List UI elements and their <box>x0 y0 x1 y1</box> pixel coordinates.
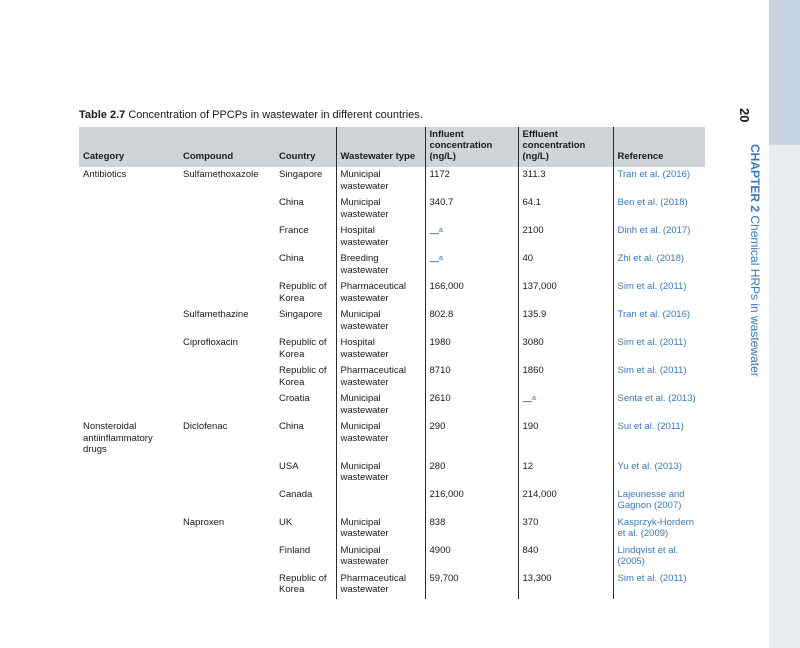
cell-wastewater-type-text: Pharmaceutical wastewater <box>340 281 406 304</box>
cell-wastewater-type <box>336 571 425 599</box>
cell-compound <box>179 307 275 335</box>
cell-country-text: Republic of Korea <box>279 281 327 304</box>
cell-wastewater-type-text: Breeding wastewater <box>340 253 389 276</box>
cell-country <box>275 167 336 195</box>
cell-influent-text: — <box>429 228 439 240</box>
cell-wastewater-type <box>336 307 425 335</box>
cell-country <box>275 571 336 599</box>
cell-reference-text: Tran et al. (2016) <box>617 169 691 180</box>
cell-influent-text: 340.7 <box>429 197 454 208</box>
table-caption <box>79 109 423 121</box>
cell-effluent <box>518 251 613 279</box>
cell-reference <box>613 487 705 515</box>
cell-reference-text: Sim et al. (2011) <box>617 572 687 584</box>
table-caption-text: Concentration of PPCPs in wastewater in different countries. <box>128 109 423 121</box>
cell-country-text: Finland <box>279 544 311 556</box>
cell-effluent-text: 12 <box>522 460 534 472</box>
cell-wastewater-type-text: Hospital wastewater <box>340 337 389 360</box>
cell-compound <box>179 223 275 251</box>
cell-category <box>79 571 179 599</box>
cell-compound <box>179 391 275 419</box>
cell-country <box>275 515 336 543</box>
cell-influent-text: 838 <box>429 516 446 528</box>
cell-country-text: UK <box>279 516 293 528</box>
cell-wastewater-type <box>336 251 425 279</box>
cell-influent <box>425 571 518 599</box>
cell-effluent-text: 2100 <box>522 225 544 236</box>
cell-influent <box>425 307 518 335</box>
cell-reference <box>613 543 705 571</box>
cell-country <box>275 279 336 307</box>
chapter-title: Chemical HRPs in wastewater <box>748 215 762 377</box>
cell-compound-text: Sulfamethazine <box>183 309 249 320</box>
cell-wastewater-type <box>336 487 425 515</box>
cell-category <box>79 487 179 515</box>
cell-influent <box>425 223 518 251</box>
cell-compound-text: Naproxen <box>183 516 225 528</box>
table-row <box>79 487 705 515</box>
cell-reference <box>613 167 705 195</box>
cell-compound-text: Sulfamethoxazole <box>183 169 259 180</box>
cell-wastewater-type-text: Pharmaceutical wastewater <box>340 572 406 595</box>
header-reference: Reference <box>613 127 705 167</box>
cell-effluent <box>518 307 613 335</box>
cell-compound <box>179 167 275 195</box>
cell-influent <box>425 279 518 307</box>
cell-wastewater-type-text: Municipal wastewater <box>340 544 389 567</box>
cell-compound <box>179 571 275 599</box>
cell-country-text: France <box>279 225 309 236</box>
cell-wastewater-type-text: Municipal wastewater <box>340 421 389 444</box>
cell-effluent-text: 135.9 <box>522 309 547 320</box>
cell-wastewater-type <box>336 335 425 363</box>
cell-wastewater-type <box>336 363 425 391</box>
cell-influent <box>425 543 518 571</box>
cell-influent-text: 8710 <box>429 365 451 376</box>
cell-reference-text: Sim et al. (2011) <box>617 365 687 376</box>
cell-wastewater-type <box>336 543 425 571</box>
cell-compound <box>179 195 275 223</box>
cell-country-text: Canada <box>279 488 313 500</box>
cell-category <box>79 543 179 571</box>
cell-wastewater-type <box>336 419 425 459</box>
cell-country-text: Singapore <box>279 309 323 320</box>
cell-category <box>79 335 179 363</box>
page-number: 20 <box>737 108 752 123</box>
header-wastewater-type: Wastewater type <box>336 127 425 167</box>
cell-category <box>79 223 179 251</box>
table-row <box>79 335 705 363</box>
cell-wastewater-type <box>336 223 425 251</box>
cell-reference-text: Lindqvist et al. (2005) <box>617 544 679 567</box>
footnote-mark: a <box>439 227 443 234</box>
cell-effluent-text: — <box>522 396 532 408</box>
cell-influent-text: 4900 <box>429 544 451 556</box>
cell-category <box>79 391 179 419</box>
cell-effluent <box>518 571 613 599</box>
cell-compound <box>179 363 275 391</box>
header-country: Country <box>275 127 336 167</box>
table-row <box>79 223 705 251</box>
cell-influent <box>425 419 518 459</box>
cell-country-text: China <box>279 421 304 432</box>
cell-reference <box>613 515 705 543</box>
cell-wastewater-type <box>336 195 425 223</box>
cell-country-text: Republic of Korea <box>279 337 327 360</box>
cell-effluent-text: 13,300 <box>522 572 552 584</box>
cell-reference-text: Senta et al. (2013) <box>617 393 696 404</box>
cell-reference-text: Sim et al. (2011) <box>617 281 687 292</box>
cell-influent-text: 280 <box>429 460 446 472</box>
cell-wastewater-type-text: Hospital wastewater <box>340 225 389 248</box>
cell-category <box>79 307 179 335</box>
table-header-row <box>79 127 705 167</box>
cell-country-text: Republic of Korea <box>279 365 327 388</box>
cell-country <box>275 459 336 487</box>
cell-reference <box>613 363 705 391</box>
cell-reference <box>613 195 705 223</box>
table-row <box>79 419 705 459</box>
cell-country <box>275 363 336 391</box>
cell-reference-text: Zhi et al. (2018) <box>617 253 685 264</box>
table-row <box>79 515 705 543</box>
cell-wastewater-type-text: Municipal wastewater <box>340 516 389 539</box>
cell-country <box>275 307 336 335</box>
cell-wastewater-type-text: Municipal wastewater <box>340 309 389 332</box>
cell-influent <box>425 167 518 195</box>
table-row <box>79 251 705 279</box>
cell-compound <box>179 279 275 307</box>
cell-effluent-text: 3080 <box>522 337 544 348</box>
cell-reference <box>613 251 705 279</box>
page-edge-tab <box>769 0 800 145</box>
cell-country <box>275 195 336 223</box>
cell-compound <box>179 515 275 543</box>
cell-influent <box>425 335 518 363</box>
table-row <box>79 363 705 391</box>
cell-effluent-text: 214,000 <box>522 488 557 500</box>
cell-category <box>79 251 179 279</box>
cell-compound <box>179 487 275 515</box>
cell-reference <box>613 307 705 335</box>
cell-reference <box>613 335 705 363</box>
cell-reference-text: Yu et al. (2013) <box>617 460 682 472</box>
cell-compound <box>179 459 275 487</box>
cell-effluent-text: 190 <box>522 421 539 432</box>
cell-effluent <box>518 459 613 487</box>
cell-effluent-text: 40 <box>522 253 534 264</box>
cell-compound <box>179 419 275 459</box>
table-row <box>79 571 705 599</box>
table-row <box>79 279 705 307</box>
cell-effluent-text: 370 <box>522 516 539 528</box>
cell-reference <box>613 279 705 307</box>
table-row <box>79 543 705 571</box>
cell-country <box>275 543 336 571</box>
cell-reference-text: Ben et al. (2018) <box>617 197 688 208</box>
cell-influent-text: 1172 <box>429 169 450 180</box>
table-body <box>79 167 705 599</box>
cell-influent-text: 166,000 <box>429 281 464 292</box>
cell-effluent <box>518 543 613 571</box>
table-row <box>79 391 705 419</box>
cell-reference-text: Lajeunesse and Gagnon (2007) <box>617 488 685 511</box>
cell-category <box>79 195 179 223</box>
cell-effluent <box>518 391 613 419</box>
cell-reference <box>613 571 705 599</box>
cell-reference <box>613 419 705 459</box>
cell-reference-text: Tran et al. (2016) <box>617 309 691 320</box>
footnote-mark: a <box>532 395 536 402</box>
table-row <box>79 459 705 487</box>
cell-influent <box>425 195 518 223</box>
cell-wastewater-type-text: Municipal wastewater <box>340 169 389 192</box>
cell-effluent-text: 64.1 <box>522 197 541 208</box>
cell-reference-text: Kasprzyk-Hordern et al. (2009) <box>617 516 695 539</box>
cell-effluent-text: 137,000 <box>522 281 557 292</box>
header-effluent: Effluent concentration (ng/L) <box>518 127 613 167</box>
cell-influent <box>425 459 518 487</box>
cell-wastewater-type-text: Municipal wastewater <box>340 460 389 483</box>
cell-wastewater-type <box>336 515 425 543</box>
cell-influent-text: 802.8 <box>429 309 454 320</box>
cell-effluent-text: 311.3 <box>522 169 546 180</box>
table-caption-label: Table 2.7 <box>79 109 126 121</box>
table-row <box>79 167 705 195</box>
cell-category <box>79 459 179 487</box>
cell-category <box>79 515 179 543</box>
cell-category <box>79 363 179 391</box>
cell-compound <box>179 543 275 571</box>
cell-reference <box>613 391 705 419</box>
cell-influent <box>425 251 518 279</box>
cell-effluent <box>518 515 613 543</box>
cell-category-text: Antibiotics <box>83 169 127 180</box>
cell-influent-text: — <box>429 256 439 268</box>
cell-reference-text: Sui et al. (2011) <box>617 421 684 432</box>
cell-category <box>79 167 179 195</box>
cell-country-text: USA <box>279 460 299 472</box>
cell-effluent <box>518 419 613 459</box>
cell-effluent-text: 1860 <box>522 365 544 376</box>
cell-effluent-text: 840 <box>522 544 539 556</box>
cell-compound <box>179 335 275 363</box>
cell-country <box>275 487 336 515</box>
cell-reference <box>613 223 705 251</box>
cell-reference-text: Dinh et al. (2017) <box>617 225 691 236</box>
cell-wastewater-type <box>336 459 425 487</box>
cell-compound <box>179 251 275 279</box>
cell-country-text: Singapore <box>279 169 323 180</box>
cell-influent-text: 1980 <box>429 337 451 348</box>
cell-effluent <box>518 223 613 251</box>
cell-effluent <box>518 195 613 223</box>
cell-country-text: China <box>279 253 304 264</box>
header-compound: Compound <box>179 127 275 167</box>
chapter-heading <box>748 144 762 377</box>
cell-category <box>79 279 179 307</box>
cell-effluent <box>518 487 613 515</box>
cell-country <box>275 223 336 251</box>
cell-effluent <box>518 363 613 391</box>
cell-country <box>275 335 336 363</box>
cell-influent <box>425 363 518 391</box>
cell-wastewater-type-text: Pharmaceutical wastewater <box>340 365 406 388</box>
cell-country <box>275 419 336 459</box>
cell-compound-text: Diclofenac <box>183 421 228 432</box>
cell-influent <box>425 487 518 515</box>
footnote-mark: a <box>439 255 443 262</box>
cell-country-text: China <box>279 197 304 208</box>
cell-compound-text: Ciprofloxacin <box>183 337 238 348</box>
header-category: Category <box>79 127 179 167</box>
cell-wastewater-type <box>336 279 425 307</box>
cell-wastewater-type-text: Municipal wastewater <box>340 393 389 416</box>
cell-effluent <box>518 279 613 307</box>
cell-influent-text: 216,000 <box>429 488 464 500</box>
cell-reference <box>613 459 705 487</box>
cell-category-text: Nonsteroidal antiinflammatory drugs <box>83 421 153 455</box>
cell-effluent <box>518 335 613 363</box>
cell-wastewater-type-text: Municipal wastewater <box>340 197 389 220</box>
cell-effluent <box>518 167 613 195</box>
cell-influent <box>425 515 518 543</box>
cell-category <box>79 419 179 459</box>
cell-influent <box>425 391 518 419</box>
cell-reference-text: Sim et al. (2011) <box>617 337 687 348</box>
header-influent: Influent concentration (ng/L) <box>425 127 518 167</box>
cell-influent-text: 2610 <box>429 393 451 404</box>
table-row <box>79 307 705 335</box>
table-row <box>79 195 705 223</box>
cell-influent-text: 290 <box>429 421 446 432</box>
cell-influent-text: 59,700 <box>429 572 459 584</box>
cell-country <box>275 391 336 419</box>
cell-country <box>275 251 336 279</box>
cell-wastewater-type <box>336 167 425 195</box>
chapter-label: CHAPTER 2 <box>748 144 762 213</box>
cell-wastewater-type <box>336 391 425 419</box>
cell-country-text: Republic of Korea <box>279 572 327 595</box>
ppcp-table <box>79 127 705 599</box>
cell-country-text: Croatia <box>279 393 310 404</box>
